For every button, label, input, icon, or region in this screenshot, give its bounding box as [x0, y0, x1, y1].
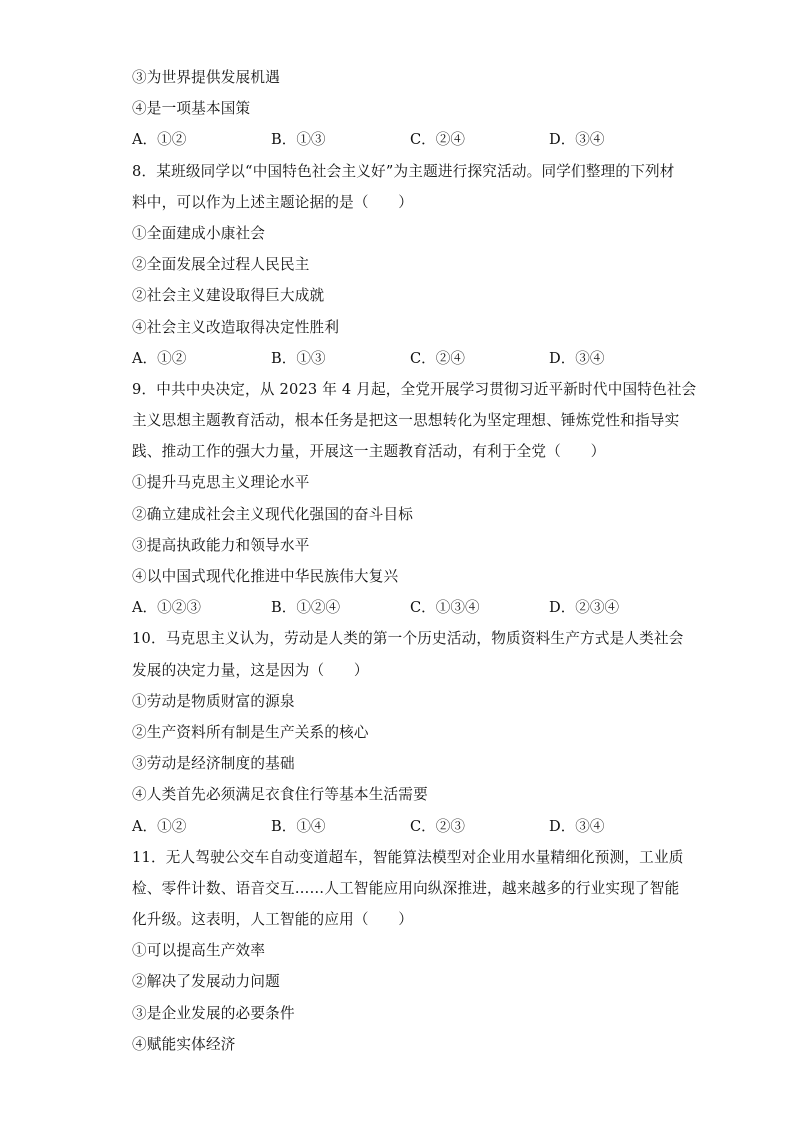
- text-line: 检、零件计数、语音交互……人工智能应用向纵深推进，越来越多的行业实现了智能: [132, 879, 680, 897]
- text-line: ②解决了发展动力问题: [132, 973, 280, 991]
- text-line: ③为世界提供发展机遇: [132, 69, 280, 86]
- text-line: 践、推动工作的强大力量，开展这一主题教育活动，有利于全党（ ）: [132, 443, 606, 461]
- answer-option: A．①②: [132, 131, 187, 149]
- answer-option: A．①②③: [132, 599, 201, 617]
- answer-options-row: [132, 124, 662, 155]
- answer-option: B．①③: [271, 131, 326, 149]
- text-line: ①可以提高生产效率: [132, 942, 266, 960]
- answer-option: D．③④: [549, 817, 605, 835]
- answer-option: D．③④: [549, 131, 605, 149]
- answer-option: A．①②: [132, 817, 187, 835]
- text-line: 10．马克思主义认为，劳动是人类的第一个历史活动，物质资料生产方式是人类社会: [132, 630, 684, 648]
- answer-option: C．②③: [410, 817, 465, 835]
- text-line: ①全面建成小康社会: [132, 224, 266, 242]
- answer-option: A．①②: [132, 349, 187, 367]
- text-line: ②社会主义建设取得巨大成就: [132, 287, 325, 305]
- text-line: ④赋能实体经济: [132, 1035, 236, 1053]
- answer-option: D．③④: [549, 349, 605, 367]
- answer-option: C．①③④: [410, 599, 480, 617]
- text-line: ②确立建成社会主义现代化强国的奋斗目标: [132, 505, 414, 523]
- text-line: 发展的决定力量，这是因为（ ）: [132, 661, 369, 679]
- text-line: 8．某班级同学以“中国特色社会主义好”为主题进行探究活动。同学们整理的下列材: [132, 162, 675, 180]
- answer-option: B．①③: [271, 349, 326, 367]
- text-line: ③劳动是经济制度的基础: [132, 755, 295, 773]
- answer-option: D．②③④: [549, 599, 620, 617]
- text-line: ④以中国式现代化推进中华民族伟大复兴: [132, 568, 399, 585]
- text-line: ④是一项基本国策: [132, 100, 251, 118]
- answer-option: C．②④: [410, 349, 465, 367]
- answer-option: B．①④: [271, 817, 326, 835]
- answer-option: B．①②④: [271, 599, 341, 617]
- exam-question-content: [132, 62, 697, 1060]
- answer-options-row: [132, 343, 662, 374]
- text-line: 9．中共中央决定，从 2023 年 4 月起，全党开展学习贯彻习近平新时代中国特色社会: [132, 380, 697, 398]
- text-line: ③提高执政能力和领导水平: [132, 536, 310, 554]
- text-line: ②全面发展全过程人民民主: [132, 256, 310, 274]
- text-line: 化升级。这表明，人工智能的应用（ ）: [132, 911, 414, 929]
- text-line: ②生产资料所有制是生产关系的核心: [132, 723, 369, 741]
- text-line: ①提升马克思主义理论水平: [132, 474, 310, 492]
- text-line: ①劳动是物质财富的源泉: [132, 692, 295, 710]
- text-line: ③是企业发展的必要条件: [132, 1004, 295, 1022]
- text-line: 主义思想主题教育活动，根本任务是把这一思想转化为坚定理想、锤炼党性和指导实: [132, 412, 680, 430]
- text-line: ④人类首先必须满足衣食住行等基本生活需要: [132, 786, 428, 804]
- answer-option: C．②④: [410, 131, 465, 149]
- answer-options-row: [132, 811, 662, 842]
- answer-options-row: [132, 592, 662, 623]
- text-line: ④社会主义改造取得决定性胜利: [132, 318, 340, 336]
- text-line: 料中，可以作为上述主题论据的是（ ）: [132, 193, 414, 211]
- text-line: 11．无人驾驶公交车自动变道超车，智能算法模型对企业用水量精细化预测，工业质: [132, 848, 684, 866]
